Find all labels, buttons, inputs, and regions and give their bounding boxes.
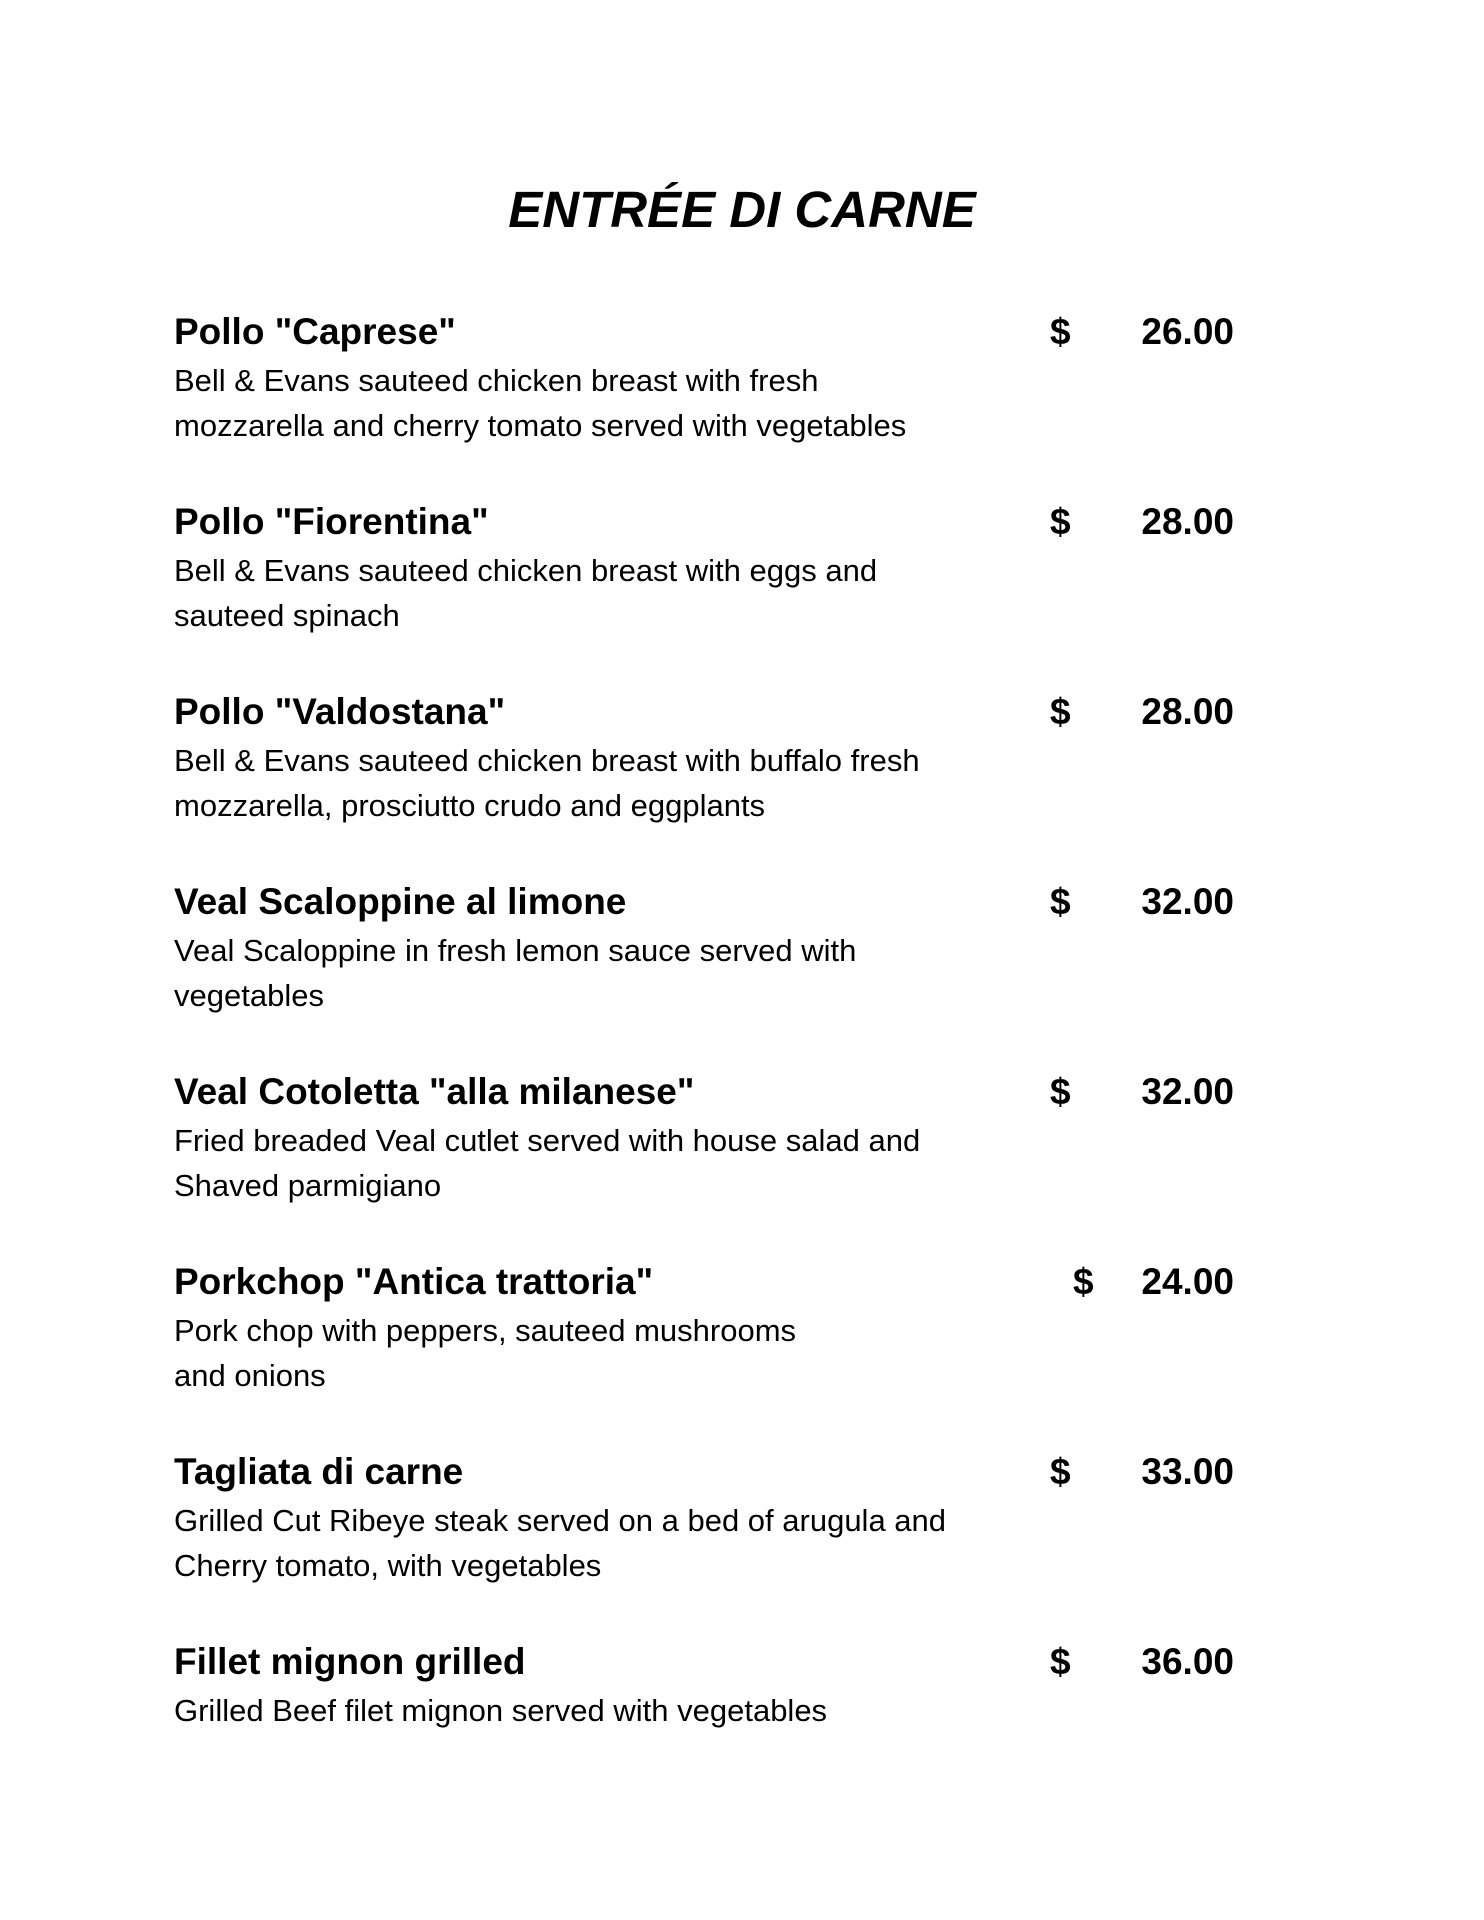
menu-item-description <box>174 1308 1004 1398</box>
menu-item-description <box>174 1498 1004 1588</box>
description-line: sauteed spinach <box>174 598 400 633</box>
description-line: mozzarella, prosciutto crudo and eggplants <box>174 788 766 823</box>
description-line: mozzarella and cherry tomato served with vegetables <box>174 408 907 443</box>
menu-item-description <box>174 928 1004 1018</box>
menu-item <box>174 1637 1254 1827</box>
menu-item-price: 33.00 <box>1141 1451 1234 1492</box>
menu-item-price: 26.00 <box>1141 311 1234 352</box>
currency-symbol: $ <box>1050 691 1071 732</box>
menu-item <box>174 1257 1254 1447</box>
description-line: Veal Scaloppine in fresh lemon sauce served with <box>174 933 857 968</box>
menu-item <box>174 497 1254 687</box>
menu-item-name: Tagliata di carne <box>174 1451 464 1492</box>
menu-item-name: Fillet mignon grilled <box>174 1641 526 1682</box>
currency-symbol: $ <box>1050 881 1071 922</box>
menu-item-price: 24.00 <box>1141 1261 1234 1302</box>
description-line: Bell & Evans sauteed chicken breast with eggs and <box>174 553 878 588</box>
description-line: Fried breaded Veal cutlet served with house salad and <box>174 1123 921 1158</box>
menu-item <box>174 307 1254 497</box>
description-line: Grilled Cut Ribeye steak served on a bed of arugula and <box>174 1503 947 1538</box>
menu-item <box>174 687 1254 877</box>
menu-item-name: Porkchop "Antica trattoria" <box>174 1261 654 1302</box>
currency-symbol: $ <box>1050 311 1071 352</box>
menu-item-name: Pollo "Valdostana" <box>174 691 506 732</box>
description-line: Bell & Evans sauteed chicken breast with fresh <box>174 363 819 398</box>
description-line: Bell & Evans sauteed chicken breast with buffalo fresh <box>174 743 920 778</box>
menu-item-name: Pollo "Fiorentina" <box>174 501 489 542</box>
menu-item-name: Pollo "Caprese" <box>174 311 456 352</box>
menu-item-price: 32.00 <box>1141 1071 1234 1112</box>
currency-symbol: $ <box>1050 1071 1071 1112</box>
description-line: and onions <box>174 1358 326 1393</box>
menu-item-description <box>174 1688 1004 1733</box>
description-line: Cherry tomato, with vegetables <box>174 1548 602 1583</box>
currency-symbol: $ <box>1073 1261 1094 1302</box>
menu-item <box>174 1447 1254 1637</box>
currency-symbol: $ <box>1050 1451 1071 1492</box>
description-line: Grilled Beef filet mignon served with vegetables <box>174 1693 828 1728</box>
menu-item-price: 36.00 <box>1141 1641 1234 1682</box>
menu-item-description <box>174 738 1004 828</box>
menu-item-price: 28.00 <box>1141 501 1234 542</box>
menu-item <box>174 1067 1254 1257</box>
description-line: Pork chop with peppers, sauteed mushrooms <box>174 1313 797 1348</box>
menu-item <box>174 877 1254 1067</box>
menu-item-description <box>174 358 1004 448</box>
menu-item-price: 28.00 <box>1141 691 1234 732</box>
currency-symbol: $ <box>1050 1641 1071 1682</box>
menu-item-price: 32.00 <box>1141 881 1234 922</box>
currency-symbol: $ <box>1050 501 1071 542</box>
menu-item-description <box>174 1118 1004 1208</box>
menu-item-name: Veal Scaloppine al limone <box>174 881 627 922</box>
menu-list <box>174 307 1254 1827</box>
description-line: Shaved parmigiano <box>174 1168 442 1203</box>
menu-item-description <box>174 548 1004 638</box>
description-line: vegetables <box>174 978 324 1013</box>
page-title: ENTRÉE DI CARNE <box>508 181 976 238</box>
menu-item-name: Veal Cotoletta "alla milanese" <box>174 1071 695 1112</box>
